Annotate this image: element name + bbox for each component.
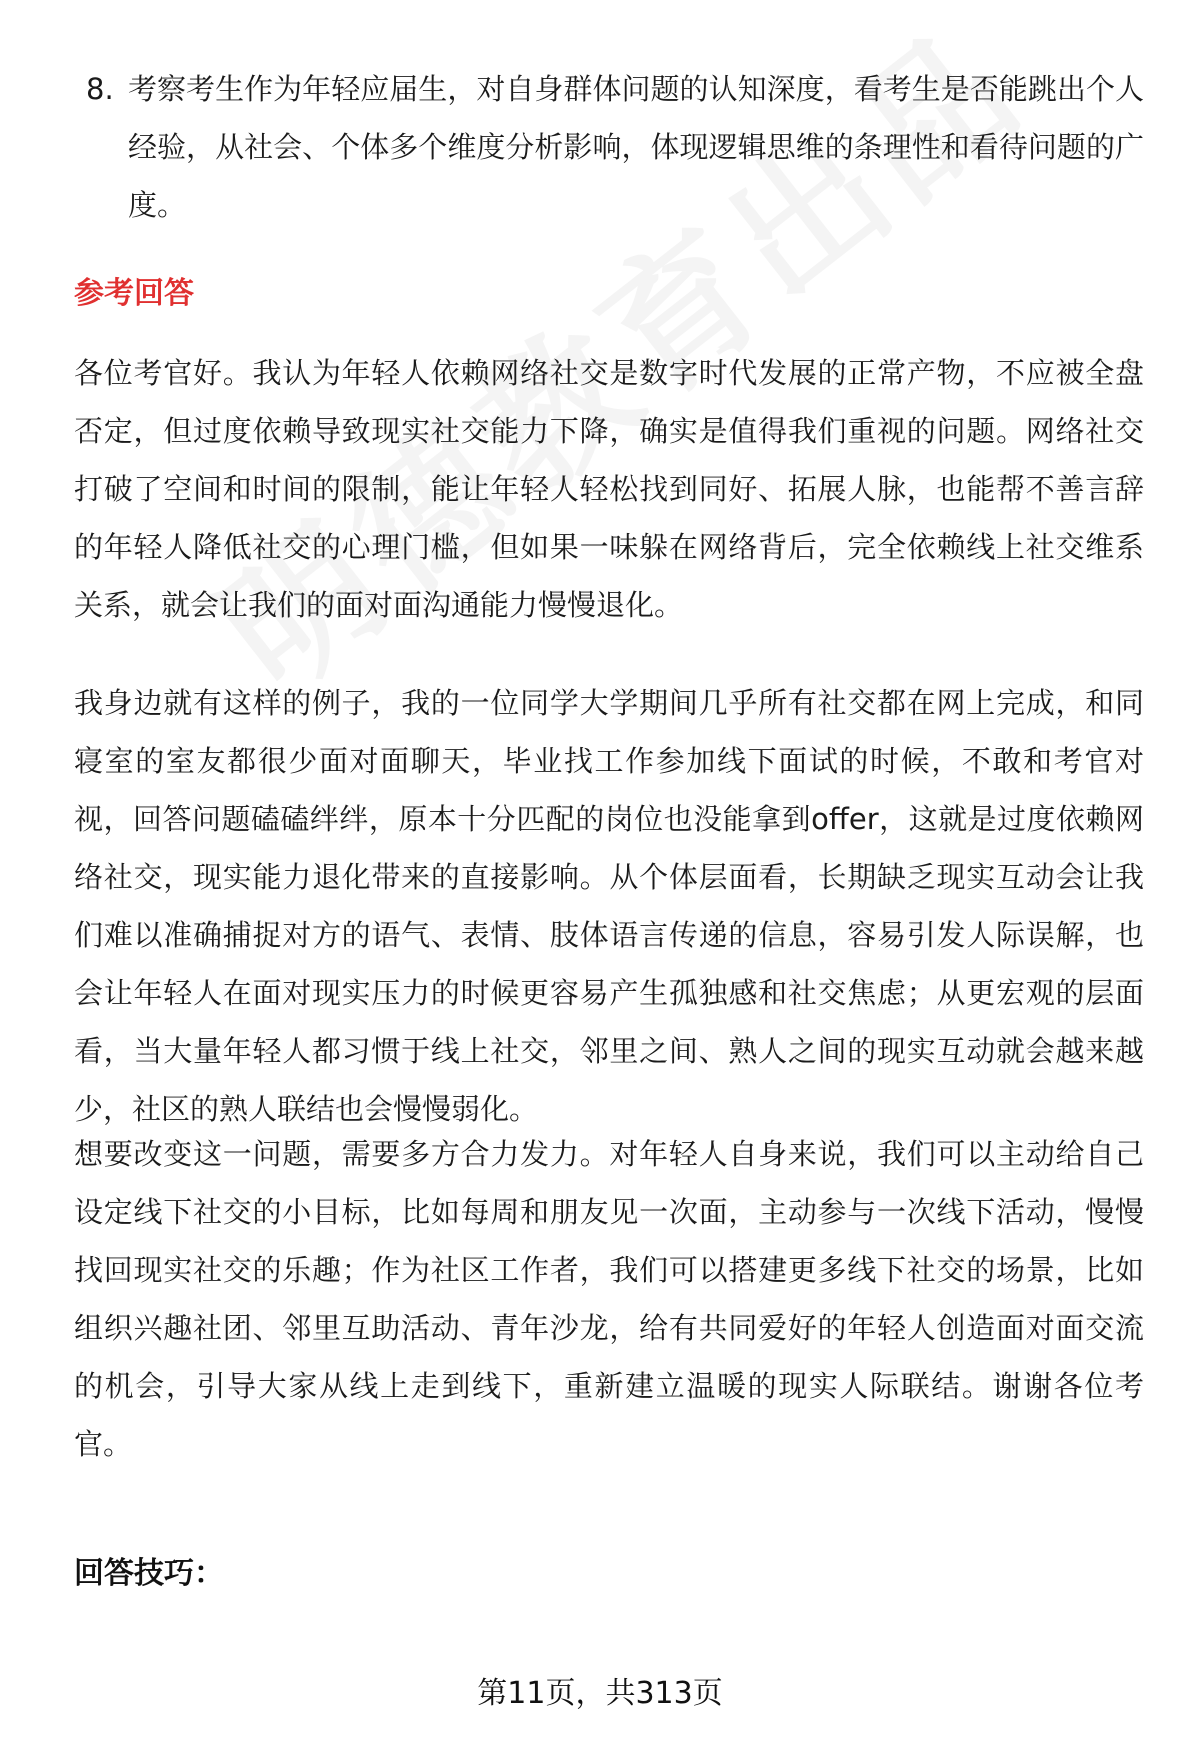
answer-paragraph-1: 各位考官好。我认为年轻人依赖网络社交是数字时代发展的正常产物，不应被全盘否定，但过度依赖导致现实社交能力下降，确实是值得我们重视的问题。网络社交打破了空间和时间的限制，能让年轻人轻松找到同好、拓展人脉，也能帮不善言辞的年轻人降低社交的心理门槛，但如果一味躲在网络背后，完全依赖线上社交维系关系，就会让我们的面对面沟通能力慢慢退化。	[74, 356, 1144, 622]
answer-paragraph-3: 想要改变这一问题，需要多方合力发力。对年轻人自身来说，我们可以主动给自己设定线下社交的小目标，比如每周和朋友见一次面，主动参与一次线下活动，慢慢找回现实社交的乐趣；作为社区工作者，我们可以搭建更多线下社交的场景，比如组织兴趣社团、邻里互助活动、青年沙龙，给有共同爱好的年轻人创造面对面交流的机会，引导大家从线上走到线下，重新建立温暖的现实人际联结。谢谢各位考官。	[74, 1137, 1144, 1461]
list-item-8	[74, 60, 1144, 234]
list-text: 考察考生作为年轻应届生，对自身群体问题的认知深度，看考生是否能跳出个人经验，从社会、个体多个维度分析影响，体现逻辑思维的条理性和看待问题的广度。	[128, 72, 1144, 222]
list-number: 8.	[86, 72, 114, 106]
page-footer: 第11页，共313页	[477, 1676, 723, 1711]
reference-answer-title: 参考回答	[74, 276, 194, 311]
tips-title: 回答技巧：	[74, 1556, 224, 1591]
answer-paragraph-2: 我身边就有这样的例子，我的一位同学大学期间几乎所有社交都在网上完成，和同寝室的室友都很少面对面聊天，毕业找工作参加线下面试的时候，不敢和考官对视，回答问题磕磕绊绊，原本十分匹配的岗位也没能拿到offer，这就是过度依赖网络社交，现实能力退化带来的直接影响。从个体层面看，长期缺乏现实互动会让我们难以准确捕捉对方的语气、表情、肢体语言传递的信息，容易引发人际误解，也会让年轻人在面对现实压力的时候更容易产生孤独感和社交焦虑；从更宏观的层面看，当大量年轻人都习惯于线上社交，邻里之间、熟人之间的现实互动就会越来越少，社区的熟人联结也会慢慢弱化。	[74, 686, 1144, 1126]
